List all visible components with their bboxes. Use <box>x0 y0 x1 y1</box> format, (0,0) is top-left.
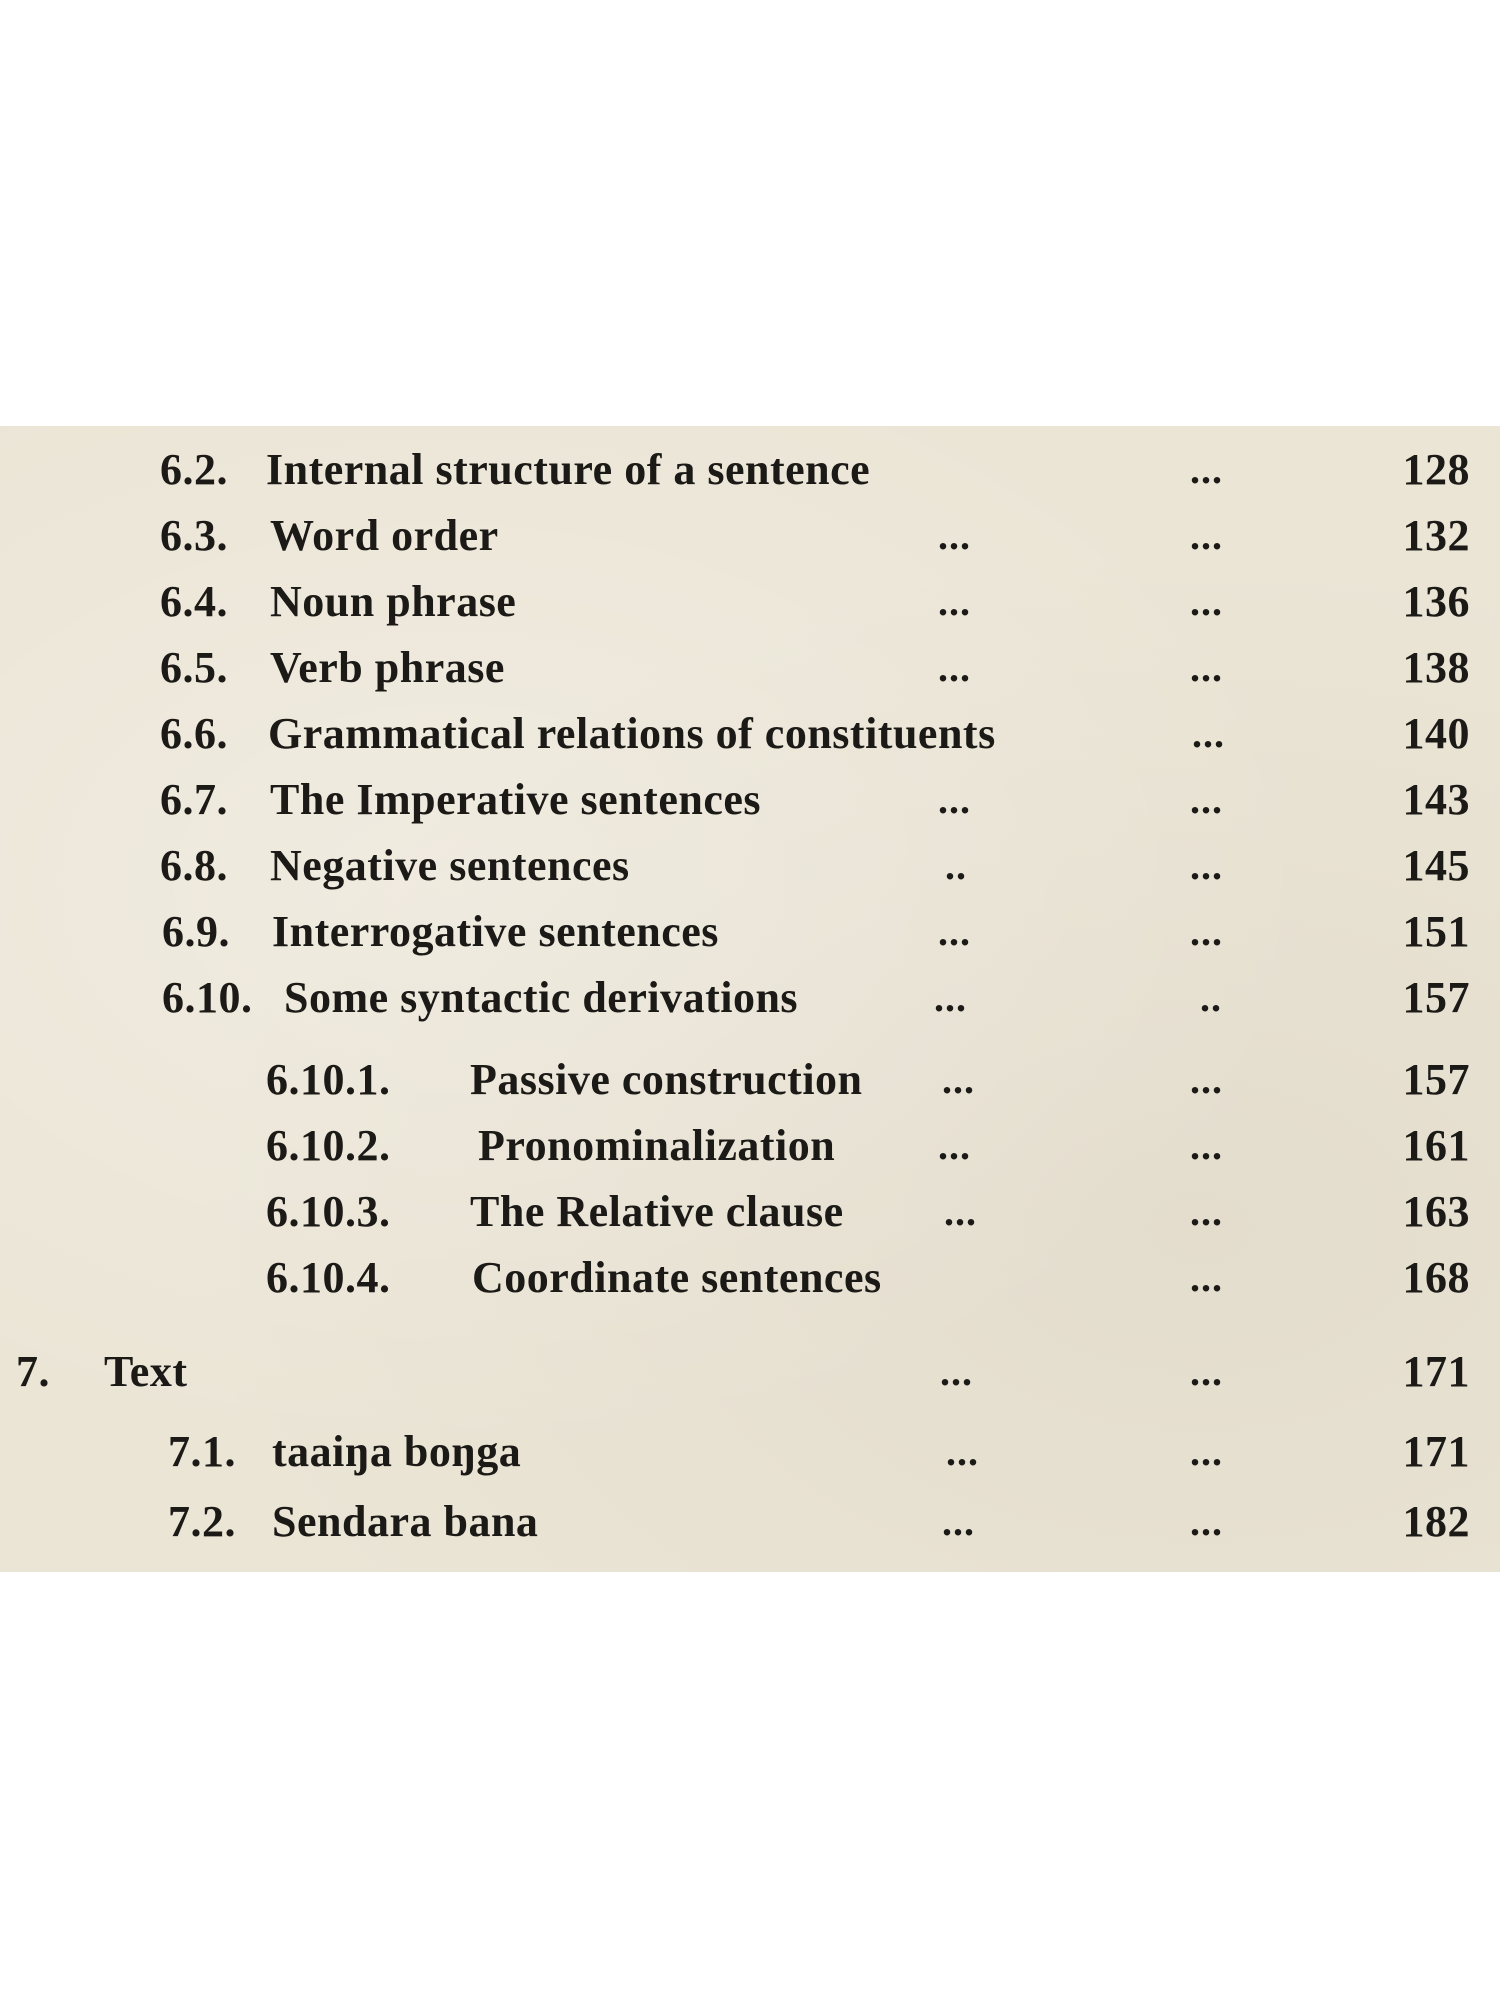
page-number: 171 <box>1402 1427 1470 1476</box>
toc-subentry <box>0 1182 1500 1242</box>
chapter-title: Text <box>104 1347 188 1396</box>
dot-leader: ... <box>942 1499 975 1544</box>
section-number: 6.2. <box>160 445 228 494</box>
dot-leader: ... <box>938 513 971 558</box>
page-number: 145 <box>1402 841 1470 890</box>
section-number: 6.10.3. <box>266 1187 391 1236</box>
section-number: 6.4. <box>160 577 228 626</box>
dot-leader: ... <box>938 777 971 822</box>
scanned-page <box>0 426 1500 1572</box>
page-number: 140 <box>1402 709 1470 758</box>
section-number: 7.2. <box>168 1497 236 1546</box>
page-number: 143 <box>1402 775 1470 824</box>
dot-leader: ... <box>1190 1189 1223 1234</box>
dot-leader: ... <box>942 1057 975 1102</box>
section-title: Passive construction <box>470 1055 863 1104</box>
section-number: 6.6. <box>160 709 228 758</box>
section-title: Coordinate sentences <box>472 1253 882 1302</box>
toc-chapter <box>0 1342 1500 1402</box>
dot-leader: ... <box>1190 1057 1223 1102</box>
page-number: 136 <box>1402 577 1470 626</box>
toc-entry <box>0 902 1500 962</box>
page-number: 151 <box>1402 907 1470 956</box>
page-number: 132 <box>1402 511 1470 560</box>
toc-entry <box>0 572 1500 632</box>
page-number: 161 <box>1402 1121 1470 1170</box>
dot-leader: ... <box>1190 447 1223 492</box>
section-number: 6.10.1. <box>266 1055 391 1104</box>
dot-leader: ... <box>1190 1429 1223 1474</box>
chapter-number: 7. <box>16 1347 50 1396</box>
page-number: 182 <box>1402 1497 1470 1546</box>
toc-subentry <box>0 1248 1500 1308</box>
section-number: 6.7. <box>160 775 228 824</box>
dot-leader: ... <box>1190 1123 1223 1168</box>
dot-leader: ... <box>1190 579 1223 624</box>
toc-entry <box>0 440 1500 500</box>
toc-subentry <box>0 1116 1500 1176</box>
section-number: 6.10.2. <box>266 1121 391 1170</box>
toc-subentry <box>0 1050 1500 1110</box>
section-title: Some syntactic derivations <box>284 973 799 1022</box>
section-number: 6.5. <box>160 643 228 692</box>
toc-entry <box>0 770 1500 830</box>
section-title: Interrogative sentences <box>272 907 719 956</box>
section-title: Grammatical relations of constituents <box>268 709 996 758</box>
section-title: Internal structure of a sentence <box>266 445 871 494</box>
section-title: Word order <box>270 511 499 560</box>
dot-leader: ... <box>940 1349 973 1394</box>
dot-leader: ... <box>1192 711 1225 756</box>
section-title: Noun phrase <box>270 577 517 626</box>
toc-entry <box>0 1492 1500 1552</box>
page-number: 168 <box>1402 1253 1470 1302</box>
toc-entry <box>0 704 1500 764</box>
dot-leader: ... <box>1190 513 1223 558</box>
toc-entry <box>0 506 1500 566</box>
section-title: The Imperative sentences <box>270 775 762 824</box>
toc-entry <box>0 638 1500 698</box>
section-number: 6.10. <box>162 973 253 1022</box>
dot-leader: ... <box>938 909 971 954</box>
dot-leader: ... <box>938 579 971 624</box>
toc-entry <box>0 1422 1500 1482</box>
page-number: 163 <box>1402 1187 1470 1236</box>
dot-leader: ... <box>944 1189 977 1234</box>
dot-leader: ... <box>938 645 971 690</box>
dot-leader: ... <box>1190 645 1223 690</box>
page-number: 128 <box>1402 445 1470 494</box>
section-number: 7.1. <box>168 1427 236 1476</box>
section-number: 6.10.4. <box>266 1253 391 1302</box>
dot-leader: ... <box>1190 1349 1223 1394</box>
page-number: 157 <box>1402 1055 1470 1104</box>
page-number: 171 <box>1402 1347 1470 1396</box>
section-number: 6.3. <box>160 511 228 560</box>
dot-leader: .. <box>1200 975 1222 1020</box>
dot-leader: ... <box>934 975 967 1020</box>
dot-leader: ... <box>1190 777 1223 822</box>
dot-leader: ... <box>1190 909 1223 954</box>
section-number: 6.8. <box>160 841 228 890</box>
dot-leader: ... <box>1190 1255 1223 1300</box>
toc-entry <box>0 836 1500 896</box>
section-title: taaiŋa boŋga <box>272 1427 522 1476</box>
dot-leader: ... <box>1190 1499 1223 1544</box>
page-number: 157 <box>1402 973 1470 1022</box>
dot-leader: ... <box>946 1429 979 1474</box>
dot-leader: ... <box>1190 843 1223 888</box>
section-title: Verb phrase <box>270 643 505 692</box>
section-title: Negative sentences <box>270 841 630 890</box>
section-title: Pronominalization <box>478 1121 836 1170</box>
dot-leader: ... <box>938 1123 971 1168</box>
dot-leader: .. <box>945 843 967 888</box>
section-title: The Relative clause <box>470 1187 844 1236</box>
section-number: 6.9. <box>162 907 230 956</box>
page-number: 138 <box>1402 643 1470 692</box>
section-title: Sendara bana <box>272 1497 539 1546</box>
toc-entry <box>0 968 1500 1028</box>
